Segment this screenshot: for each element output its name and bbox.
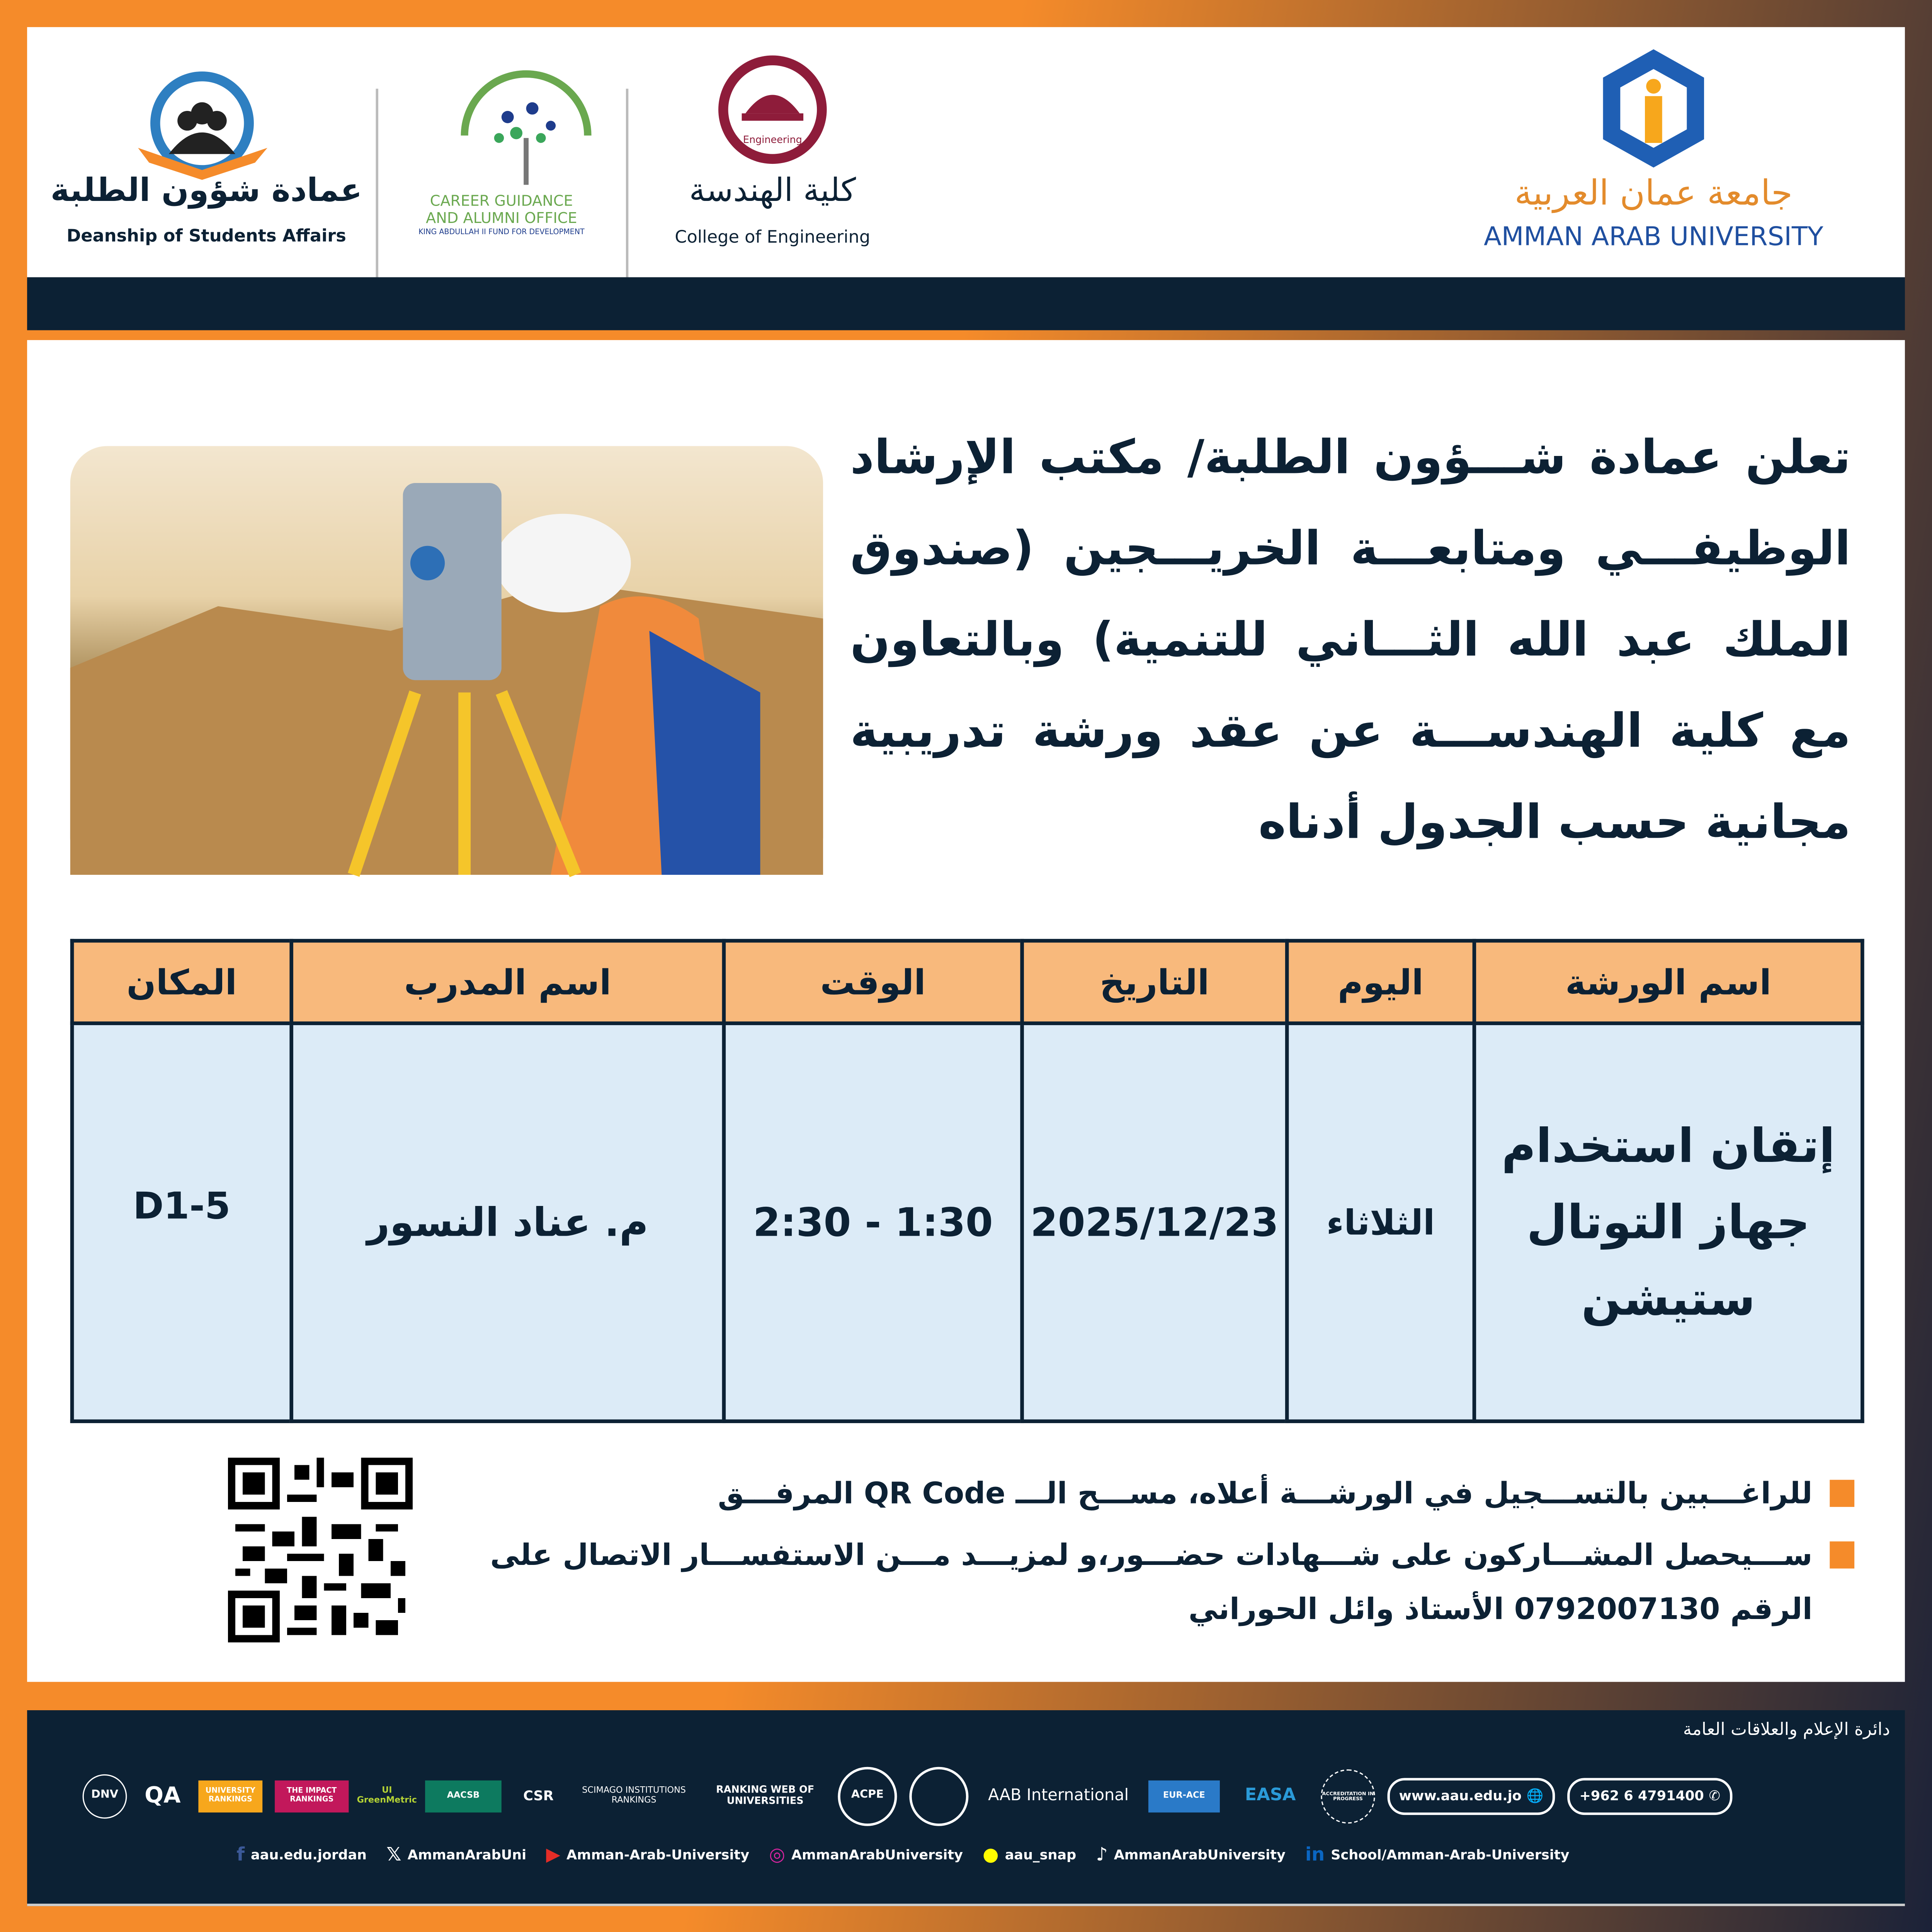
the-impact-badge: THE IMPACT RANKINGS (275, 1781, 349, 1813)
university-title-en: AMMAN ARAB UNIVERSITY (1483, 221, 1823, 252)
globe-icon: 🌐 (1526, 1787, 1544, 1804)
career-office-text (397, 192, 606, 238)
engineering-logo (714, 52, 832, 169)
linkedin-icon: in (1305, 1843, 1325, 1866)
cell-workshop-name: إتقان استخدام جهاز التوتال ستيشن (1474, 1023, 1862, 1421)
university-title-ar: جامعة عمان العربية (1514, 172, 1793, 213)
registration-qr-code[interactable] (228, 1458, 413, 1642)
header-date: التاريخ (1022, 941, 1287, 1024)
university-logo (1598, 47, 1709, 170)
career-office-line2: AND ALUMNI OFFICE (426, 209, 577, 227)
department-label: دائرة الإعلام والعلاقات العامة (1683, 1720, 1890, 1740)
engineering-subtitle: College of Engineering (675, 228, 871, 248)
website-link[interactable] (1388, 1778, 1555, 1815)
university-rankings-badge: UNIVERSITY RANKINGS (198, 1781, 262, 1813)
table-row (72, 1023, 1862, 1421)
aab-international-badge: AAB International (988, 1786, 1129, 1805)
header-location: المكان (72, 941, 292, 1024)
note-registration: للراغـــبين بالتســـجيل في الورشـــة أعلاه، مســـح الـــ QR Code المرفـــق (718, 1476, 1813, 1511)
cell-day: الثلاثاء (1287, 1023, 1475, 1421)
aacsb-badge: AACSB (425, 1781, 502, 1813)
students-affairs-logo (132, 61, 274, 185)
accreditation-badge: ACCREDITATION IN PROGRESS (1321, 1769, 1375, 1823)
navy-band (27, 277, 1905, 330)
social-label: Amman-Arab-University (566, 1846, 750, 1862)
greenmetric-badge: UI GreenMetric (357, 1786, 417, 1805)
social-label: aau_snap (1005, 1846, 1077, 1862)
phone-link[interactable] (1567, 1778, 1732, 1815)
instagram-icon: ◎ (769, 1843, 786, 1866)
snapchat-icon: ● (983, 1843, 999, 1866)
social-label: School/Amman-Arab-University (1331, 1846, 1570, 1862)
social-link-snapchat[interactable] (983, 1843, 1076, 1865)
dnv-badge: DNV (83, 1774, 127, 1819)
list-item (444, 1528, 1854, 1636)
workshop-schedule-table (70, 939, 1864, 1423)
career-office-line1: CAREER GUIDANCE (430, 192, 573, 210)
youtube-icon: ▶ (546, 1843, 561, 1866)
career-office-logo (440, 61, 612, 192)
website-text: www.aau.edu.jo (1399, 1787, 1522, 1804)
social-link-tiktok[interactable] (1096, 1843, 1286, 1865)
header-time: الوقت (724, 941, 1022, 1024)
tiktok-icon: ♪ (1096, 1843, 1108, 1866)
seal-icon (909, 1767, 968, 1826)
table-header-row (72, 941, 1862, 1024)
header-day: اليوم (1287, 941, 1475, 1024)
social-link-facebook[interactable] (236, 1843, 367, 1865)
x-icon: 𝕏 (386, 1843, 401, 1866)
surveyor-photo (70, 446, 823, 875)
social-label: AmmanArabUniversity (1114, 1846, 1286, 1862)
facebook-icon: f (236, 1843, 245, 1866)
eur-ace-badge: EUR-ACE (1148, 1781, 1220, 1813)
easa-badge: EASA (1245, 1786, 1296, 1806)
bullet-icon (1830, 1480, 1854, 1507)
footer (27, 1710, 1905, 1906)
scimago-badge: SCIMAGO INSTITUTIONS RANKINGS (582, 1786, 686, 1805)
social-label: aau.edu.jordan (251, 1846, 367, 1862)
qa-badge: QA (145, 1783, 181, 1809)
divider (376, 89, 378, 284)
divider (626, 89, 628, 284)
cell-trainer: م. عناد النسور (291, 1023, 724, 1421)
career-office-fund: KING ABDULLAH II FUND FOR DEVELOPMENT (418, 228, 585, 237)
engineering-logo-text: Engineering (743, 134, 802, 146)
header-panel (27, 27, 1905, 277)
announcement-text: تعلن عمادة شـــؤون الطلبة/ مكتب الإرشاد الوظيفـــي ومتابعـــة الخريـــجين (صندوق الملك عبد الله الثـــاني للتنمية) وبالتعاون مع كلية الهندســـة عن عقد ورشة تدريبية مجانية حسب الجدول أدناه (850, 430, 1851, 849)
cell-date: 2025/12/23 (1022, 1023, 1287, 1421)
note-certificates: ســـيحصل المشـــاركون على شـــهادات حضـــور،و لمزيـــد مـــن الاستفســـار الاتصال على الرقم 0792007130 الأستاذ وائل الحوراني (490, 1537, 1813, 1627)
cell-location: D1-5 (72, 1023, 292, 1421)
social-label: AmmanArabUni (407, 1846, 527, 1862)
cell-time: 2:30 - 1:30 (724, 1023, 1022, 1421)
list-item (444, 1466, 1854, 1520)
header-workshop-name: اسم الورشة (1474, 941, 1862, 1024)
social-links (236, 1843, 1569, 1865)
social-link-x[interactable] (386, 1843, 526, 1865)
social-link-instagram[interactable] (769, 1843, 963, 1865)
social-link-linkedin[interactable] (1305, 1843, 1570, 1865)
csr-badge: CSR (523, 1787, 554, 1804)
webometrics-badge: RANKING WEB OF UNIVERSITIES (716, 1784, 815, 1806)
accreditation-badges (83, 1767, 1733, 1826)
students-affairs-subtitle: Deanship of Students Affairs (66, 226, 346, 247)
students-affairs-title: عمادة شؤون الطلبة (50, 172, 362, 210)
notes-list (444, 1466, 1854, 1644)
acpe-badge: ACPE (838, 1767, 897, 1826)
bullet-icon (1830, 1541, 1854, 1568)
engineering-title: كلية الهندسة (689, 172, 856, 210)
header-trainer: اسم المدرب (291, 941, 724, 1024)
social-link-youtube[interactable] (546, 1843, 749, 1865)
social-label: AmmanArabUniversity (791, 1846, 963, 1862)
phone-icon: ✆ (1709, 1787, 1720, 1804)
phone-text: +962 6 4791400 (1579, 1787, 1704, 1804)
